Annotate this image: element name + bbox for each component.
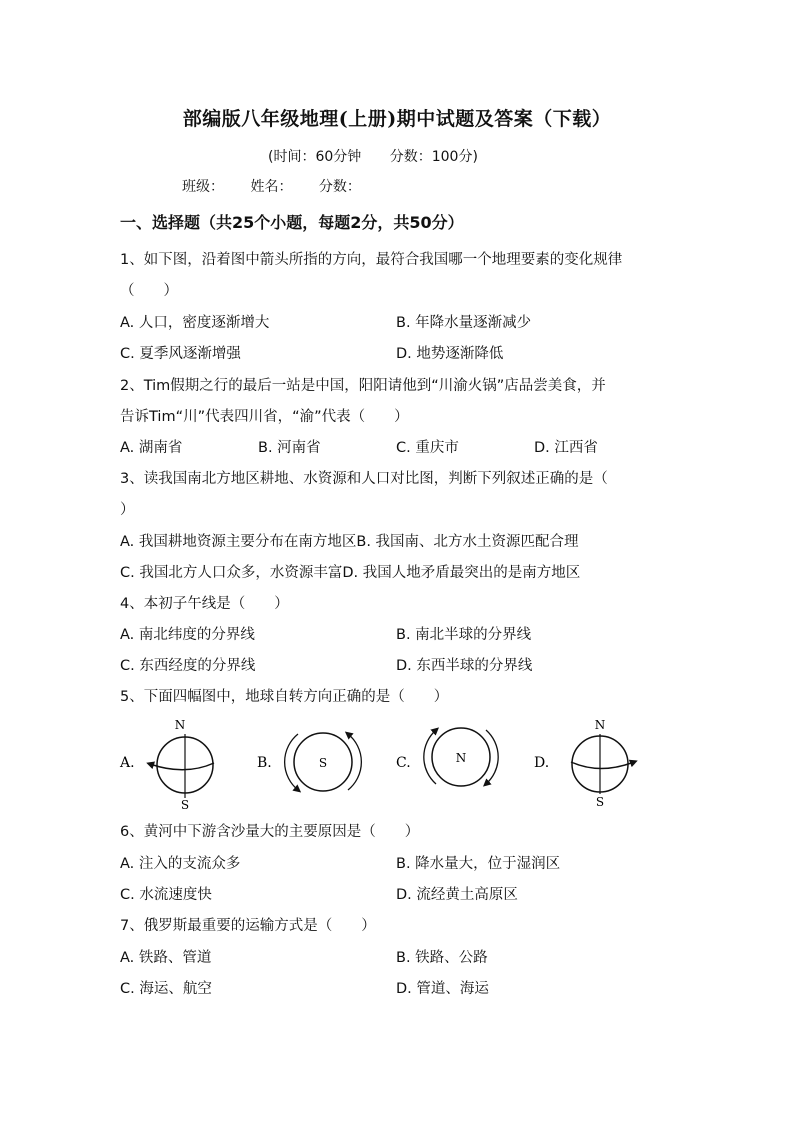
q7-option-c: C. 海运、航空 — [120, 981, 212, 997]
q3-stem-cont: ） — [120, 502, 135, 518]
q2-option-b: B. 河南省 — [258, 440, 321, 456]
q4-option-c: C. 东西经度的分界线 — [120, 658, 256, 674]
q6-option-c: C. 水流速度快 — [120, 887, 212, 903]
globe-b — [285, 733, 362, 791]
q2-stem-cont: 告诉Tim“川”代表四川省，“渝”代表（ ） — [120, 409, 409, 425]
q5-stem: 5、下面四幅图中，地球自转方向正确的是（ ） — [120, 689, 449, 705]
exam-title: 部编版八年级地理(上册)期中试题及答案（下载） — [182, 108, 612, 130]
q5-label-d: D. — [534, 755, 550, 771]
south-label-d: S — [595, 795, 605, 809]
q7-option-a: A. 铁路、管道 — [120, 950, 212, 966]
score-info: 分数：100分) — [389, 149, 478, 165]
q6-option-b: B. 降水量大，位于湿润区 — [396, 856, 561, 872]
north-label-a: N — [174, 718, 186, 732]
q4-option-b: B. 南北半球的分界线 — [396, 627, 532, 643]
q7-option-b: B. 铁路、公路 — [396, 950, 488, 966]
rotation-arrow-b-left — [285, 734, 298, 790]
q2-option-c: C. 重庆市 — [396, 440, 459, 456]
rotation-diagrams — [110, 712, 670, 812]
rotation-arrow-b-right — [348, 734, 361, 790]
q1-option-d: D. 地势逐渐降低 — [396, 346, 504, 362]
rotation-arrow-c-left — [424, 730, 436, 784]
q1-option-b: B. 年降水量逐渐减少 — [396, 315, 532, 331]
q4-option-d: D. 东西半球的分界线 — [396, 658, 533, 674]
q6-stem: 6、黄河中下游含沙量大的主要原因是（ ） — [120, 824, 420, 840]
q4-option-a: A. 南北纬度的分界线 — [120, 627, 255, 643]
class-label: 班级： — [182, 179, 224, 195]
north-label-d: N — [594, 718, 606, 732]
q1-stem-cont: （ ） — [120, 283, 178, 299]
section-title: 一、选择题（共25个小题，每题2分，共50分） — [120, 213, 464, 232]
q2-option-d: D. 江西省 — [534, 440, 598, 456]
score-label: 分数： — [318, 179, 361, 195]
q7-option-d: D. 管道、海运 — [396, 981, 489, 997]
q5-label-c: C. — [396, 755, 411, 771]
q1-option-a: A. 人口，密度逐渐增大 — [120, 315, 270, 331]
south-label-a: S — [180, 798, 190, 812]
q1-stem: 1、如下图，沿着图中箭头所指的方向，最符合我国哪一个地理要素的变化规律 — [120, 252, 623, 268]
q5-label-a: A. — [120, 755, 135, 771]
rotation-arrow-c-right — [486, 730, 498, 784]
time-info: (时间：60分钟 — [268, 149, 362, 165]
globe-c — [424, 728, 498, 786]
q2-stem: 2、Tim假期之行的最后一站是中国，阳阳请他到“川渝火锅”店品尝美食，并 — [120, 378, 606, 394]
q6-option-a: A. 注入的支流众多 — [120, 856, 241, 872]
name-label: 姓名： — [250, 179, 293, 195]
north-pole-label-c: N — [455, 751, 467, 765]
rotation-arrow-d — [571, 762, 634, 769]
q3-options-ab: A. 我国耕地资源主要分布在南方地区B. 我国南、北方水土资源匹配合理 — [120, 534, 579, 550]
q5-label-b: B. — [257, 755, 272, 771]
q1-option-c: C. 夏季风逐渐增强 — [120, 346, 241, 362]
q2-option-a: A. 湖南省 — [120, 440, 183, 456]
q6-option-d: D. 流经黄土高原区 — [396, 887, 518, 903]
rotation-arrow-a — [150, 763, 214, 770]
exam-info — [268, 146, 502, 166]
globe-a — [150, 718, 214, 812]
q4-stem: 4、本初子午线是（ ） — [120, 596, 289, 612]
q7-stem: 7、俄罗斯最重要的运输方式是（ ） — [120, 918, 376, 934]
q3-options-cd: C. 我国北方人口众多，水资源丰富D. 我国人地矛盾最突出的是南方地区 — [120, 565, 581, 581]
q3-stem: 3、读我国南北方地区耕地、水资源和人口对比图，判断下列叙述正确的是（ — [120, 471, 608, 487]
student-info — [182, 176, 383, 196]
south-pole-label-b: S — [318, 756, 328, 770]
globe-d — [571, 718, 634, 809]
